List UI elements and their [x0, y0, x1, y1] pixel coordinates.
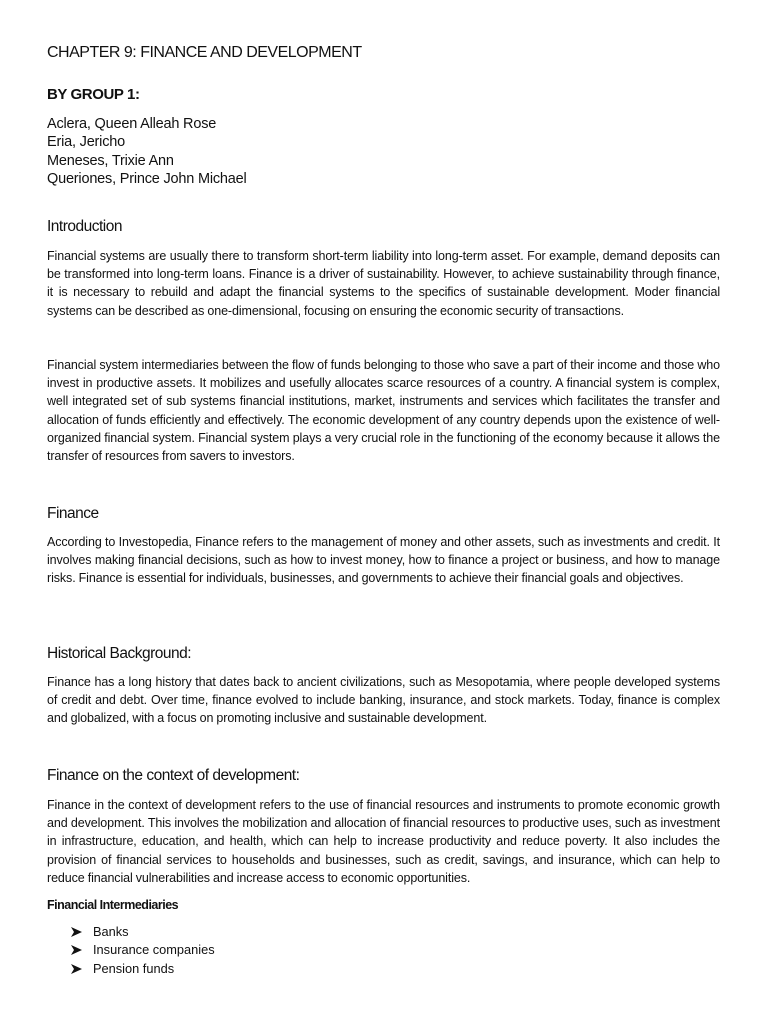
- introduction-heading: Introduction: [47, 218, 122, 235]
- list-item: [71, 960, 215, 978]
- finance-paragraph: According to Investopedia, Finance refers to the management of money and other assets, such as investments and credit. It involves making financial decisions, such as how to invest money, how to finance a project or business, and how to manage risks. Finance is essential for individuals, businesses, and governments to achieve their financial goals and objectives.: [47, 535, 720, 586]
- arrow-bullet-icon: [71, 964, 93, 974]
- group-label: BY GROUP 1:: [47, 86, 140, 103]
- list-item-label: Banks: [93, 924, 129, 939]
- author-name: Queriones, Prince John Michael: [47, 170, 247, 187]
- introduction-paragraph-2: Financial system intermediaries between the flow of funds belonging to those who save a part of their income and those who invest in productive assets. It mobilizes and usefully allocates scarce resources of a country. A financial system is complex, well integrated set of sub systems financial institutions, market, instruments and services which facilitates the transfer and allocation of funds efficiently and effectively. The economic development of any country depends upon the existence of well-organized financial system. Financial system plays a very crucial role in the functioning of the economy because it allows the transfer of resources from savers to investors.: [47, 358, 720, 464]
- author-name: Eria, Jericho: [47, 134, 125, 151]
- list-item: [71, 941, 215, 959]
- document-title: CHAPTER 9: FINANCE AND DEVELOPMENT: [47, 44, 362, 61]
- introduction-paragraph-1: Financial systems are usually there to transform short-term liability into long-term asset. For example, demand deposits can be transformed into long-term loans. Finance is a driver of sustainability. However, to achieve sustainability through finance, it is necessary to rebuild and adapt the financial systems to the specifics of sustainable development. Moder financial systems can be described as one-dimensional, focusing on ensuring the economic security of transactions.: [47, 249, 720, 318]
- list-item: [71, 923, 215, 941]
- financial-intermediaries-heading: Financial Intermediaries: [47, 898, 179, 912]
- arrow-bullet-icon: [71, 945, 93, 955]
- historical-background-paragraph: Finance has a long history that dates back to ancient civilizations, such as Mesopotamia, where people developed systems of credit and debt. Over time, finance evolved to include banking, insurance, and stock markets. Today, finance is complex and globalized, with a focus on promoting inclusive and sustainable development.: [47, 675, 720, 726]
- list-item-label: Pension funds: [93, 960, 175, 976]
- development-context-paragraph: Finance in the context of development refers to the use of financial resources and instruments to promote economic growth and development. This involves the mobilization and allocation of financial resources to productive uses, such as investment in infrastructure, education, and health, which can help to increase productivity and reduce poverty. It also includes the provision of financial services to households and businesses, such as credit, savings, and insurance, which can help to reduce financial vulnerabilities and increase access to economic opportunities.: [47, 798, 720, 885]
- list-item-label: Insurance companies: [93, 942, 215, 958]
- historical-background-heading: Historical Background:: [47, 645, 192, 662]
- author-name: Aclera, Queen Alleah Rose: [47, 116, 217, 132]
- author-name: Meneses, Trixie Ann: [47, 152, 174, 169]
- development-context-heading: Finance on the context of development:: [47, 767, 300, 784]
- arrow-bullet-icon: [71, 927, 93, 937]
- finance-heading: Finance: [47, 505, 99, 522]
- author-list: [47, 115, 247, 188]
- financial-intermediaries-list: [71, 923, 215, 978]
